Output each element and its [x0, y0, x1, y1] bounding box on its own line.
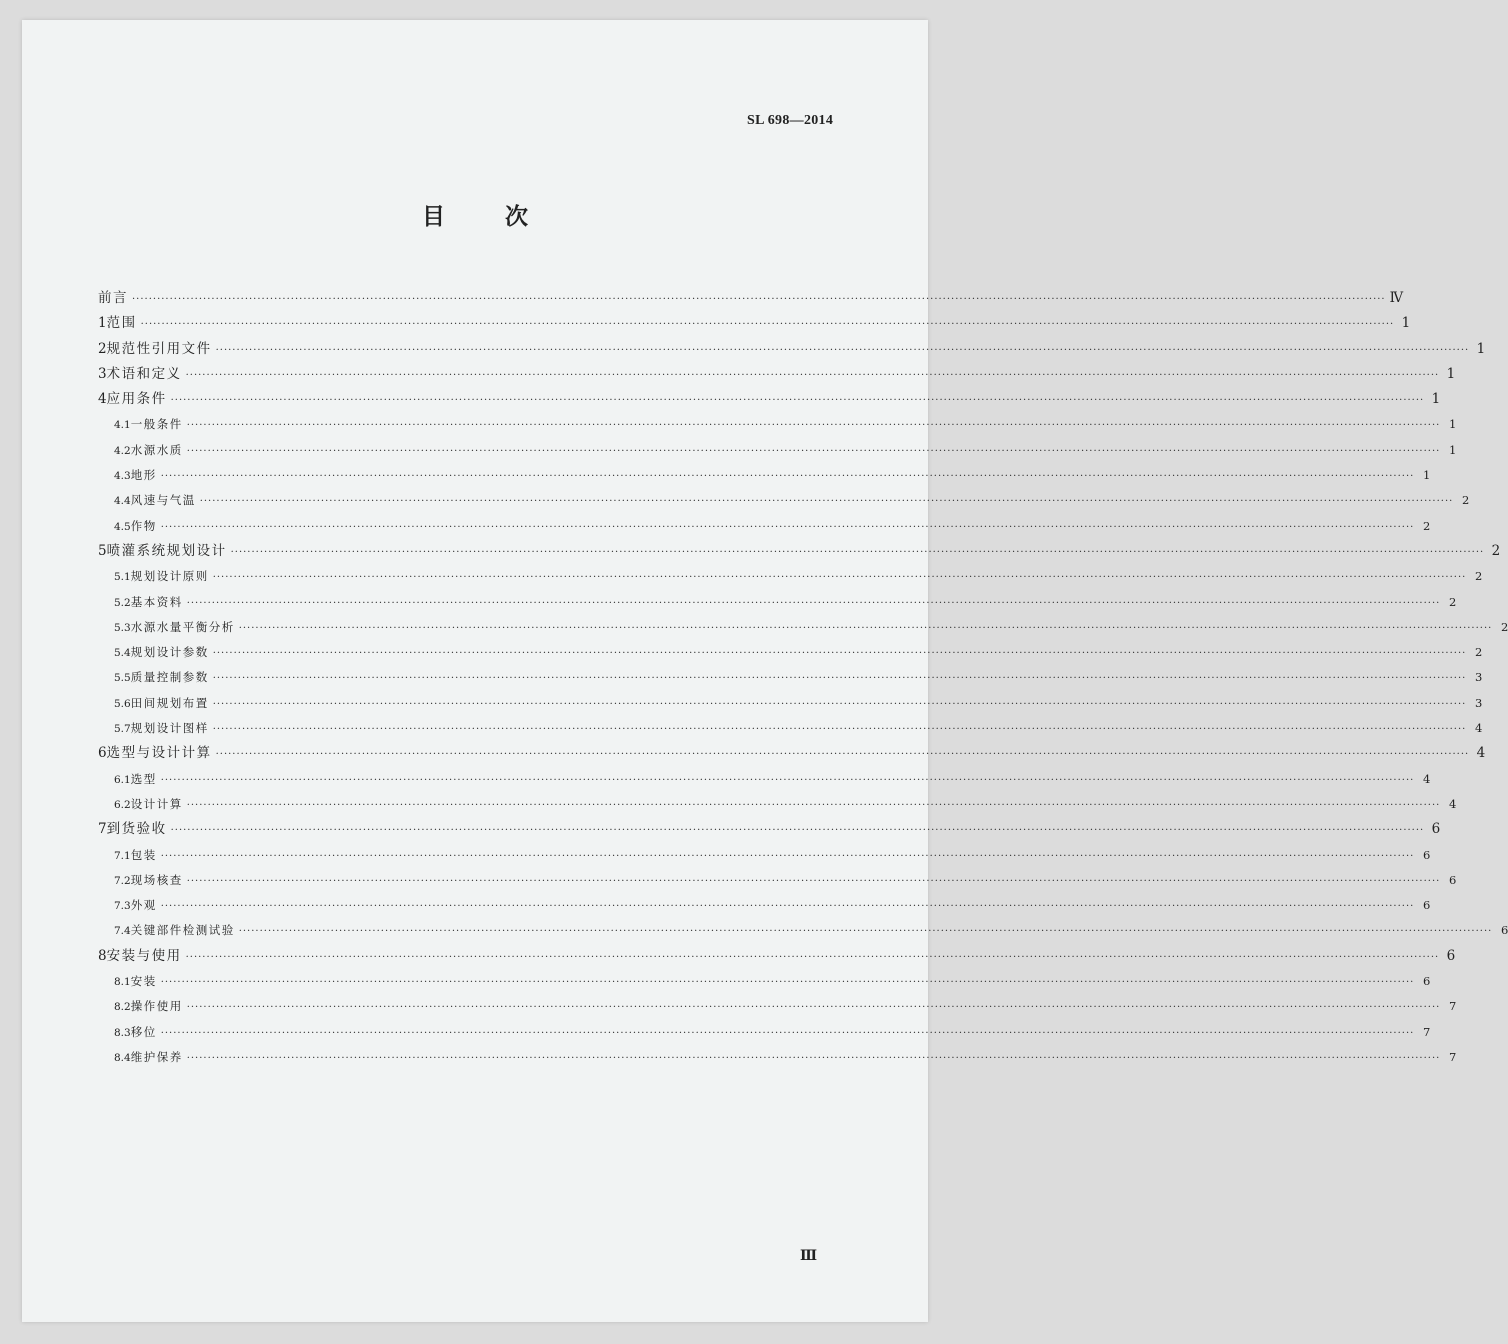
page-title: [22, 198, 928, 231]
toc-entry-page: 4: [1423, 771, 1431, 786]
toc-entry[interactable]: [98, 539, 1501, 564]
toc-entry-label: 维护保养: [130, 1049, 183, 1064]
toc-entry[interactable]: [98, 438, 1457, 463]
toc-entry-page: 7: [1449, 1049, 1457, 1064]
toc-entry[interactable]: [98, 362, 1456, 387]
toc-entry-number: 6: [98, 745, 107, 762]
toc-entry-number: 5.6: [114, 697, 131, 710]
toc-entry-page: 6: [1431, 821, 1441, 838]
toc-leader-dots: ············································································································································································································································································································: [199, 496, 1454, 508]
toc-leader-dots: ············································································································································································································································································································: [238, 926, 1493, 938]
toc-entry-label: 水源水质: [130, 442, 183, 457]
toc-entry-page: 6: [1423, 974, 1431, 989]
toc-entry-number: 5: [98, 542, 107, 559]
toc-entry-label: 关键部件检测试验: [130, 923, 235, 938]
toc-entry-number: 6.1: [114, 773, 131, 786]
toc-entry-label: 前言: [98, 290, 128, 306]
toc-entry-page: 7: [1423, 1024, 1431, 1039]
toc-entry-label: 设计计算: [130, 796, 183, 811]
toc-entry-number: 2: [98, 340, 107, 357]
toc-entry-page: 2: [1423, 518, 1431, 533]
toc-entry[interactable]: [98, 918, 1508, 943]
toc-leader-dots: ············································································································································································································································································································: [160, 471, 1415, 483]
toc-leader-dots: ············································································································································································································································································································: [160, 901, 1415, 913]
toc-entry-page: 4: [1476, 745, 1486, 762]
toc-leader-dots: ············································································································································································································································································································: [170, 825, 1425, 837]
toc-entry-page: 1: [1431, 391, 1441, 408]
document-number: SL 698—2014: [747, 113, 834, 128]
toc-leader-dots: ············································································································································································································································································································: [215, 749, 1470, 761]
toc-entry-number: 8.1: [114, 976, 131, 989]
toc-entry[interactable]: [98, 767, 1431, 792]
toc-entry-number: 1: [98, 315, 107, 332]
toc-entry-label: 操作使用: [130, 999, 183, 1014]
toc-leader-dots: ············································································································································································································································································································: [160, 850, 1415, 862]
toc-entry-page: 4: [1449, 796, 1457, 811]
toc-entry-label: 范围: [106, 315, 137, 332]
toc-entry-label: 包装: [130, 847, 157, 862]
toc-leader-dots: ············································································································································································································································································································: [212, 724, 1467, 736]
toc-leader-dots: ············································································································································································································································································································: [185, 369, 1440, 381]
toc-entry[interactable]: [98, 994, 1457, 1019]
toc-entry-number: 8: [98, 947, 107, 964]
toc-entry-page: 1: [1449, 442, 1457, 457]
toc-entry-page: 3: [1475, 670, 1483, 685]
toc-leader-dots: ············································································································································································································································································································: [212, 648, 1467, 660]
toc-entry[interactable]: [98, 615, 1508, 640]
toc-entry-label: 选型与设计计算: [106, 745, 212, 762]
toc-entry[interactable]: [98, 1045, 1457, 1070]
toc-entry[interactable]: [98, 969, 1431, 994]
toc-leader-dots: ············································································································································································································································································································: [186, 799, 1441, 811]
toc-entry-label: 选型: [130, 771, 157, 786]
toc-entry-label: 一般条件: [130, 417, 183, 432]
toc-entry[interactable]: [98, 1020, 1431, 1045]
toc-entry[interactable]: [98, 741, 1486, 766]
toc-leader-dots: ············································································································································································································································································································: [186, 1002, 1441, 1014]
toc-entry-label: 现场核查: [130, 872, 183, 887]
toc-entry-number: 5.2: [114, 596, 131, 609]
toc-leader-dots: ············································································································································································································································································································: [186, 445, 1441, 457]
toc-entry-number: 7.1: [114, 849, 131, 862]
toc-entry[interactable]: [98, 893, 1431, 918]
toc-entry[interactable]: [98, 463, 1431, 488]
toc-entry-page: 1: [1423, 468, 1431, 483]
toc-leader-dots: ············································································································································································································································································································: [212, 572, 1467, 584]
toc-entry[interactable]: [98, 716, 1483, 741]
toc-entry-label: 应用条件: [106, 391, 167, 408]
toc-entry-number: 5.3: [114, 621, 131, 634]
toc-entry-label: 安装: [130, 974, 157, 989]
toc-entry-number: 8.4: [114, 1051, 131, 1064]
toc-entry-page: 6: [1423, 847, 1431, 862]
toc-leader-dots: ············································································································································································································································································································: [186, 597, 1441, 609]
toc-leader-dots: ············································································································································································································································································································: [160, 774, 1415, 786]
toc-entry-page: 4: [1475, 721, 1483, 736]
toc-entry-page: 6: [1449, 872, 1457, 887]
toc-entry[interactable]: [98, 412, 1457, 437]
toc-entry-label: 喷灌系统规划设计: [106, 542, 227, 559]
toc-entry[interactable]: [98, 564, 1483, 589]
toc-entry-number: 4.1: [114, 419, 131, 432]
title-char-1: 目: [422, 204, 445, 230]
toc-entry-label: 规范性引用文件: [106, 340, 212, 357]
title-char-2: 次: [505, 204, 528, 230]
toc-entry-number: 4.3: [114, 470, 131, 483]
toc-entry-number: 8.3: [114, 1026, 131, 1039]
toc-entry-number: 7.4: [114, 925, 131, 938]
toc-entry-page: 7: [1449, 999, 1457, 1014]
toc-entry-label: 外观: [130, 898, 157, 913]
toc-entry[interactable]: [98, 311, 1411, 336]
toc-leader-dots: ············································································································································································································································································································: [238, 622, 1493, 634]
toc-entry-page: 2: [1475, 569, 1483, 584]
toc-entry-number: 5.1: [114, 571, 131, 584]
toc-entry-number: 4: [98, 391, 107, 408]
toc-leader-dots: ············································································································································································································································································································: [212, 698, 1467, 710]
toc-entry[interactable]: [98, 514, 1431, 539]
toc-leader-dots: ············································································································································································································································································································: [186, 1052, 1441, 1064]
toc-entry-label: 到货验收: [106, 821, 167, 838]
toc-leader-dots: ············································································································································································································································································································: [230, 546, 1485, 558]
toc-entry-page: 2: [1449, 594, 1457, 609]
toc-entry-page: 2: [1491, 542, 1501, 559]
toc-entry-number: 7.3: [114, 900, 131, 913]
toc-entry-number: 5.5: [114, 672, 131, 685]
page-number: Ⅲ: [800, 1249, 818, 1264]
toc-entry-number: 4.5: [114, 520, 131, 533]
toc-entry-label: 术语和定义: [106, 365, 182, 382]
toc-entry[interactable]: [98, 387, 1441, 412]
toc-entry-page: 1: [1449, 417, 1457, 432]
toc-entry[interactable]: [98, 337, 1486, 362]
toc-entry[interactable]: [98, 590, 1457, 615]
toc-entry-number: 3: [98, 365, 107, 382]
toc-leader-dots: ············································································································································································································································································································: [160, 1027, 1415, 1039]
toc-entry-number: 4.4: [114, 495, 131, 508]
toc-entry-label: 规划设计参数: [130, 645, 209, 660]
toc-entry-number: 5.7: [114, 723, 131, 736]
table-of-contents: [98, 286, 1508, 1070]
toc-entry-label: 地形: [130, 468, 157, 483]
toc-leader-dots: ············································································································································································································································································································: [185, 951, 1440, 963]
document-page: [22, 20, 1508, 1322]
toc-entry[interactable]: [98, 488, 1470, 513]
toc-entry-number: 7: [98, 821, 107, 838]
toc-entry[interactable]: [98, 286, 1404, 311]
toc-leader-dots: ············································································································································································································································································································: [170, 395, 1425, 407]
toc-entry-page: 6: [1423, 898, 1431, 913]
toc-entry[interactable]: [98, 817, 1441, 842]
toc-entry-number: 6.2: [114, 798, 131, 811]
toc-entry-page: 2: [1475, 645, 1483, 660]
toc-entry-page: 1: [1476, 340, 1486, 357]
toc-leader-dots: ············································································································································································································································································································: [186, 420, 1441, 432]
toc-entry-label: 作物: [130, 518, 157, 533]
toc-entry[interactable]: [98, 868, 1457, 893]
toc-entry-number: 7.2: [114, 874, 131, 887]
toc-entry-page: Ⅳ: [1389, 290, 1404, 306]
toc-entry-page: 1: [1446, 365, 1456, 382]
toc-entry-label: 风速与气温: [130, 493, 196, 508]
toc-leader-dots: ············································································································································································································································································································: [160, 521, 1415, 533]
toc-entry-label: 移位: [130, 1024, 157, 1039]
toc-entry-number: 5.4: [114, 647, 131, 660]
toc-leader-dots: ············································································································································································································································································································: [212, 673, 1467, 685]
toc-entry[interactable]: [98, 944, 1456, 969]
toc-entry-label: 水源水量平衡分析: [130, 619, 235, 634]
toc-entry[interactable]: [98, 843, 1431, 868]
toc-entry-label: 安装与使用: [106, 947, 182, 964]
toc-entry-page: 6: [1446, 947, 1456, 964]
toc-entry-page: 2: [1462, 493, 1470, 508]
toc-entry-label: 质量控制参数: [130, 670, 209, 685]
toc-entry-label: 田间规划布置: [130, 695, 209, 710]
toc-entry-page: 1: [1401, 315, 1411, 332]
toc-entry[interactable]: [98, 691, 1483, 716]
toc-entry-page: 6: [1501, 923, 1508, 938]
toc-entry[interactable]: [98, 792, 1457, 817]
toc-entry-label: 规划设计原则: [130, 569, 209, 584]
toc-entry-page: 2: [1501, 619, 1508, 634]
toc-leader-dots: ············································································································································································································································································································: [132, 294, 1386, 305]
toc-entry-number: 8.2: [114, 1001, 131, 1014]
toc-entry-label: 基本资料: [130, 594, 183, 609]
toc-entry[interactable]: [98, 640, 1483, 665]
toc-leader-dots: ············································································································································································································································································································: [186, 875, 1441, 887]
toc-leader-dots: ············································································································································································································································································································: [215, 344, 1470, 356]
toc-leader-dots: ············································································································································································································································································································: [160, 977, 1415, 989]
toc-leader-dots: ············································································································································································································································································································: [140, 319, 1395, 331]
toc-entry-label: 规划设计图样: [130, 721, 209, 736]
toc-entry-page: 3: [1475, 695, 1483, 710]
toc-entry[interactable]: [98, 665, 1483, 690]
toc-entry-number: 4.2: [114, 444, 131, 457]
